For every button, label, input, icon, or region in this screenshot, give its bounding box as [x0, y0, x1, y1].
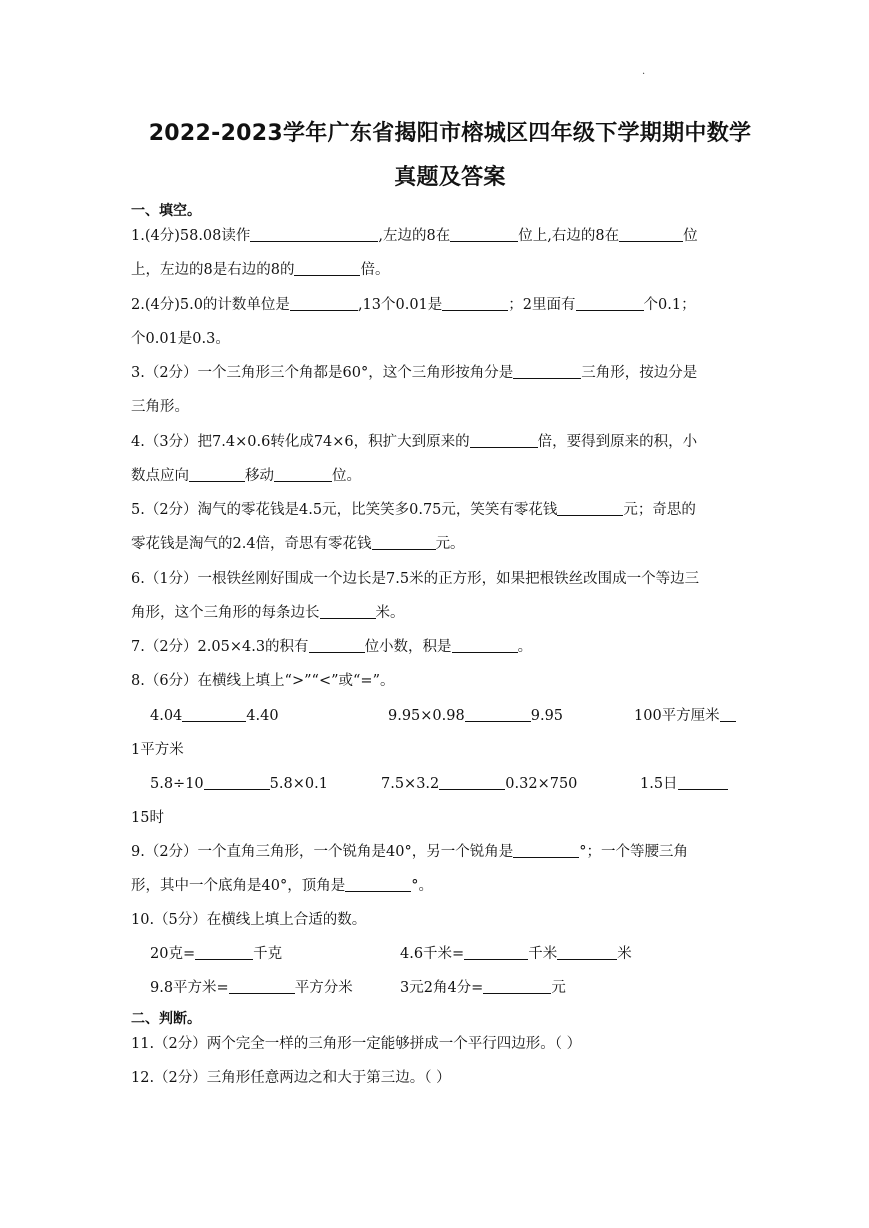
- answer-blank[interactable]: [442, 295, 508, 311]
- q8-item-3-wrap: 1平方米: [131, 742, 184, 758]
- question-3-line-1: [131, 363, 697, 383]
- q7-text-b: 位小数，积是: [364, 639, 452, 655]
- page-title-line-1: 2022-2023学年广东省揭阳市榕城区四年级下学期期中数学: [148, 121, 752, 146]
- q2-text-c: ；2里面有: [508, 297, 576, 313]
- answer-blank[interactable]: [294, 260, 360, 276]
- answer-blank[interactable]: [513, 842, 579, 858]
- q7-text-a: 7.（2分）2.05×4.3的积有: [131, 639, 309, 655]
- answer-blank[interactable]: [465, 706, 531, 722]
- q10-item-4: [400, 978, 566, 998]
- question-12: 12.（2分）三角形任意两边之和大于第三边。（ ）: [131, 1070, 451, 1086]
- q10-item-4-unit: 元: [551, 980, 566, 996]
- q5-text-a: 5.（2分）淘气的零花钱是4.5元，比笑笑多0.75元，笑笑有零花钱: [131, 502, 558, 518]
- answer-blank[interactable]: [619, 226, 683, 242]
- q8-item-4-left: 5.8÷10: [150, 776, 204, 792]
- q1-text-e: 上，左边的8是右边的8的: [131, 262, 295, 278]
- q8-item-3: [634, 706, 736, 726]
- question-9-line-2: [131, 876, 433, 896]
- q9-text-c: 形，其中一个底角是40°，顶角是: [131, 878, 346, 894]
- section-heading-judgment: 二、判断。: [131, 1011, 201, 1027]
- q2-text-e: 个0.01是0.3。: [131, 331, 230, 347]
- answer-blank[interactable]: [309, 637, 365, 653]
- q8-item-3-left: 100平方厘米: [634, 708, 720, 724]
- question-4-line-1: [131, 432, 697, 452]
- answer-blank[interactable]: [372, 534, 436, 550]
- q8-item-2-right: 9.95: [530, 708, 564, 724]
- answer-blank[interactable]: [678, 774, 728, 790]
- q3-text-b: 三角形，按边分是: [581, 365, 698, 381]
- q4-text-d: 移动: [245, 468, 274, 484]
- question-10-intro: 10.（5分）在横线上填上合适的数。: [131, 912, 367, 928]
- answer-blank[interactable]: [576, 295, 644, 311]
- answer-blank[interactable]: [470, 432, 538, 448]
- q4-text-a: 4.（3分）把7.4×0.6转化成74×6，积扩大到原来的: [131, 434, 470, 450]
- answer-blank[interactable]: [557, 500, 623, 516]
- q8-item-1-left: 4.04: [150, 708, 183, 724]
- q6-text-a: 6.（1分）一根铁丝刚好围成一个边长是7.5米的正方形，如果把根铁丝改围成一个等边三: [131, 571, 700, 587]
- answer-blank[interactable]: [483, 978, 551, 994]
- q8-item-6-wrap: 15时: [131, 810, 164, 826]
- answer-blank[interactable]: [274, 466, 332, 482]
- question-3-line-2: [131, 397, 189, 417]
- answer-blank[interactable]: [345, 876, 411, 892]
- question-1-line-2: [131, 260, 389, 280]
- q1-text-b: ,左边的8在: [378, 228, 451, 244]
- q8-item-6: [640, 774, 728, 794]
- page-title-line-2: 真题及答案: [394, 165, 506, 190]
- q8-item-1-right: 4.40: [246, 708, 279, 724]
- q2-text-d: 个0.1；: [643, 297, 696, 313]
- answer-blank[interactable]: [229, 978, 295, 994]
- q10-item-2: [400, 944, 632, 964]
- q1-text-c: 位上,右边的8在: [518, 228, 620, 244]
- answer-blank[interactable]: [452, 637, 518, 653]
- q10-item-3-unit: 平方分米: [294, 980, 353, 996]
- answer-blank[interactable]: [439, 774, 505, 790]
- q7-text-c: 。: [517, 639, 533, 655]
- question-7-line-1: [131, 637, 532, 657]
- q3-text-c: 三角形。: [131, 399, 189, 415]
- answer-blank[interactable]: [464, 944, 528, 960]
- q8-item-2-left: 9.95×0.98: [388, 708, 465, 724]
- q6-text-c: 米。: [375, 605, 405, 621]
- answer-blank[interactable]: [182, 706, 246, 722]
- answer-blank[interactable]: [195, 944, 253, 960]
- q5-text-d: 元。: [435, 536, 465, 552]
- q4-text-b: 倍，要得到原来的积，小: [537, 434, 698, 450]
- question-2-line-1: [131, 295, 696, 315]
- answer-blank[interactable]: [720, 706, 736, 722]
- q10-item-2-unit-2: 米: [617, 946, 632, 962]
- q10-item-3-left: 9.8平方米=: [150, 980, 229, 996]
- q8-item-6-left: 1.5日: [640, 776, 678, 792]
- q8-item-4-right: 5.8×0.1: [269, 776, 328, 792]
- q9-text-d: °。: [411, 878, 433, 894]
- q6-text-b: 角形，这个三角形的每条边长: [131, 605, 320, 621]
- q3-text-a: 3.（2分）一个三角形三个角都是60°，这个三角形按角分是: [131, 365, 514, 381]
- q10-item-2-left: 4.6千米=: [400, 946, 465, 962]
- q5-text-b: 元；奇思的: [623, 502, 696, 518]
- q10-item-3: [150, 978, 353, 998]
- q10-item-1-left: 20克=: [150, 946, 196, 962]
- q1-text-f: 倍。: [360, 262, 390, 278]
- q8-item-5-right: 0.32×750: [505, 776, 578, 792]
- answer-blank[interactable]: [189, 466, 245, 482]
- q9-text-a: 9.（2分）一个直角三角形，一个锐角是40°，另一个锐角是: [131, 844, 514, 860]
- q2-text-b: ,13个0.01是: [357, 297, 443, 313]
- q10-item-2-unit-1: 千米: [528, 946, 558, 962]
- question-6-line-2: [131, 603, 405, 623]
- section-heading-fill-in: 一、填空。: [131, 203, 201, 219]
- answer-blank[interactable]: [320, 603, 376, 619]
- q1-text-d: 位: [683, 228, 698, 244]
- question-9-line-1: [131, 842, 688, 862]
- question-8-intro: 8.（6分）在横线上填上“>”“<”或“=”。: [131, 673, 395, 689]
- answer-blank[interactable]: [513, 363, 581, 379]
- q5-text-c: 零花钱是淘气的2.4倍，奇思有零花钱: [131, 536, 372, 552]
- q8-item-1: [150, 706, 279, 726]
- question-11: 11.（2分）两个完全一样的三角形一定能够拼成一个平行四边形。（ ）: [131, 1036, 582, 1052]
- q2-text-a: 2.(4分)5.0的计数单位是: [131, 297, 290, 313]
- question-2-line-2: [131, 329, 230, 349]
- question-5-line-2: [131, 534, 465, 554]
- q9-text-b: °；一个等腰三角: [579, 844, 689, 860]
- q10-item-1: [150, 944, 282, 964]
- q8-item-2: [388, 706, 563, 726]
- q8-item-4: [150, 774, 328, 794]
- question-5-line-1: [131, 500, 696, 520]
- answer-blank[interactable]: [204, 774, 270, 790]
- q8-item-5-left: 7.5×3.2: [381, 776, 440, 792]
- answer-blank[interactable]: [557, 944, 617, 960]
- q4-text-c: 数点应向: [131, 468, 189, 484]
- q10-item-4-left: 3元2角4分=: [400, 980, 484, 996]
- header-dot: .: [642, 66, 646, 77]
- question-6-line-1: [131, 569, 699, 589]
- question-4-line-2: [131, 466, 361, 486]
- answer-blank[interactable]: [450, 226, 518, 242]
- question-1-line-1: [131, 226, 698, 246]
- q4-text-e: 位。: [332, 468, 361, 484]
- answer-blank[interactable]: [250, 226, 378, 242]
- q8-item-5: [381, 774, 577, 794]
- answer-blank[interactable]: [290, 295, 358, 311]
- q1-text-a: 1.(4分)58.08读作: [131, 228, 251, 244]
- q10-item-1-unit: 千克: [253, 946, 283, 962]
